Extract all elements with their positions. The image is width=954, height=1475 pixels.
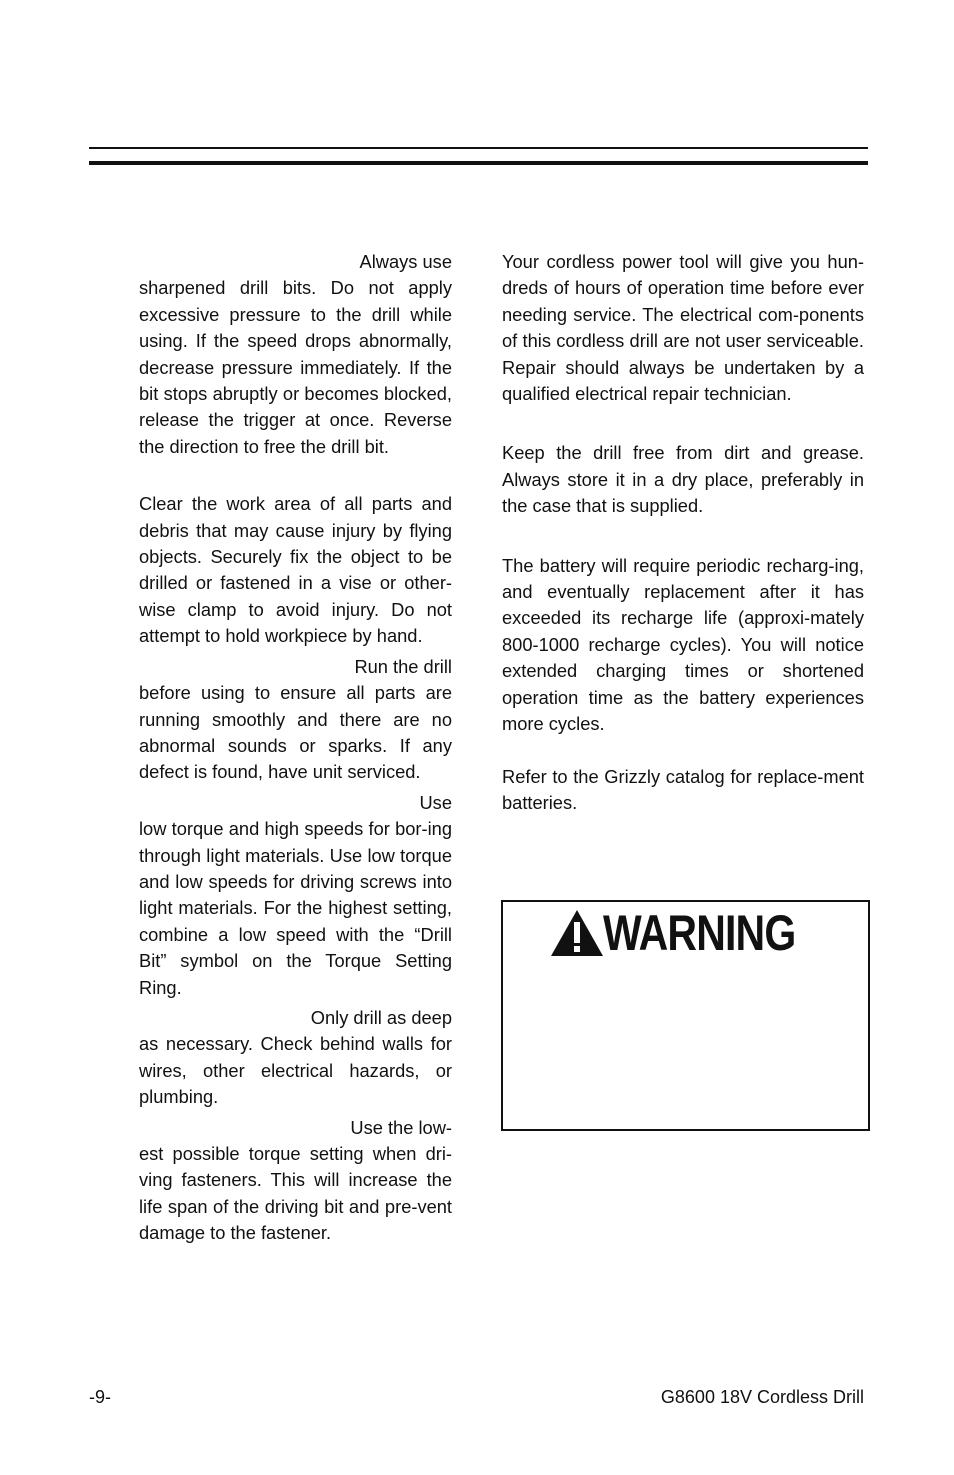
paragraph-replacement: Refer to the Grizzly catalog for replace-ment batteries.	[502, 765, 864, 813]
lead-text: Use the low-	[350, 1116, 452, 1138]
warning-box	[501, 900, 870, 1131]
paragraph-service: Your cordless power tool will give you hun-dreds of hours of operation time before ever needing service. The electrical com-ponents of this cordless drill are not user serviceable. Repair should always be undertaken by a qualified electrical repair technician.	[502, 251, 864, 405]
lead-text: Use	[419, 791, 452, 813]
paragraph-cleaning: Keep the drill free from dirt and grease. Always store it in a dry place, preferably in the case that is supplied.	[502, 442, 864, 517]
paragraph-body: Clear the work area of all parts and debris that may cause injury by flying objects. Securely fix the object to be drilled or fastened in a vise or other-wise clamp to avoid injury. Do not attempt to hold workpiece by hand.	[139, 493, 452, 647]
footer-product-name: G8600 18V Cordless Drill	[660, 1387, 864, 1407]
page-number: -9-	[89, 1387, 111, 1407]
paragraph-work-area	[139, 491, 452, 649]
paragraph-torque-speed	[139, 790, 452, 1001]
left-column	[139, 249, 452, 1247]
lead-text: Only drill as deep	[310, 1006, 452, 1028]
paragraph-drill-bits	[139, 249, 452, 460]
warning-header	[549, 905, 838, 961]
lead-text: Run the drill	[354, 655, 452, 677]
paragraph-run-drill	[139, 654, 452, 786]
paragraph-drill-depth	[139, 1005, 452, 1111]
paragraph-body: as necessary. Check behind walls for wires, other electrical hazards, or plumbing.	[139, 1033, 452, 1108]
paragraph-battery: The battery will require periodic recharg-ing, and eventually replacement after it has exceeded its recharge life (approxi-mately 800-1000 recharge cycles). You will notice extended charging times or shortened operation time as the battery experiences more cycles.	[502, 554, 864, 735]
paragraph-body: low torque and high speeds for bor-ing through light materials. Use low torque and low speeds for driving screws into light materials. For the highest setting, combine a low speed with the “Drill Bit” symbol on the Torque Setting Ring.	[139, 818, 452, 998]
header-rule-thick	[89, 161, 868, 165]
right-column	[502, 249, 864, 816]
warning-triangle-icon	[549, 908, 605, 958]
paragraph-body: est possible torque setting when dri-ving fasteners. This will increase the life span of the driving bit and pre-vent damage to the fastener.	[139, 1143, 452, 1244]
header-rule-thin	[89, 147, 868, 149]
warning-title: WARNING	[603, 905, 796, 961]
paragraph-body: sharpened drill bits. Do not apply excessive pressure to the drill while using. If the speed drops abnormally, decrease pressure immediately. If the bit stops abruptly or becomes blocked, release the trigger at once. Reverse the direction to free the drill bit.	[139, 277, 452, 457]
paragraph-body: before using to ensure all parts are running smoothly and there are no abnormal sounds or sparks. If any defect is found, have unit serviced.	[139, 682, 452, 783]
paragraph-torque-setting	[139, 1115, 452, 1247]
lead-text: Always use	[359, 251, 452, 272]
